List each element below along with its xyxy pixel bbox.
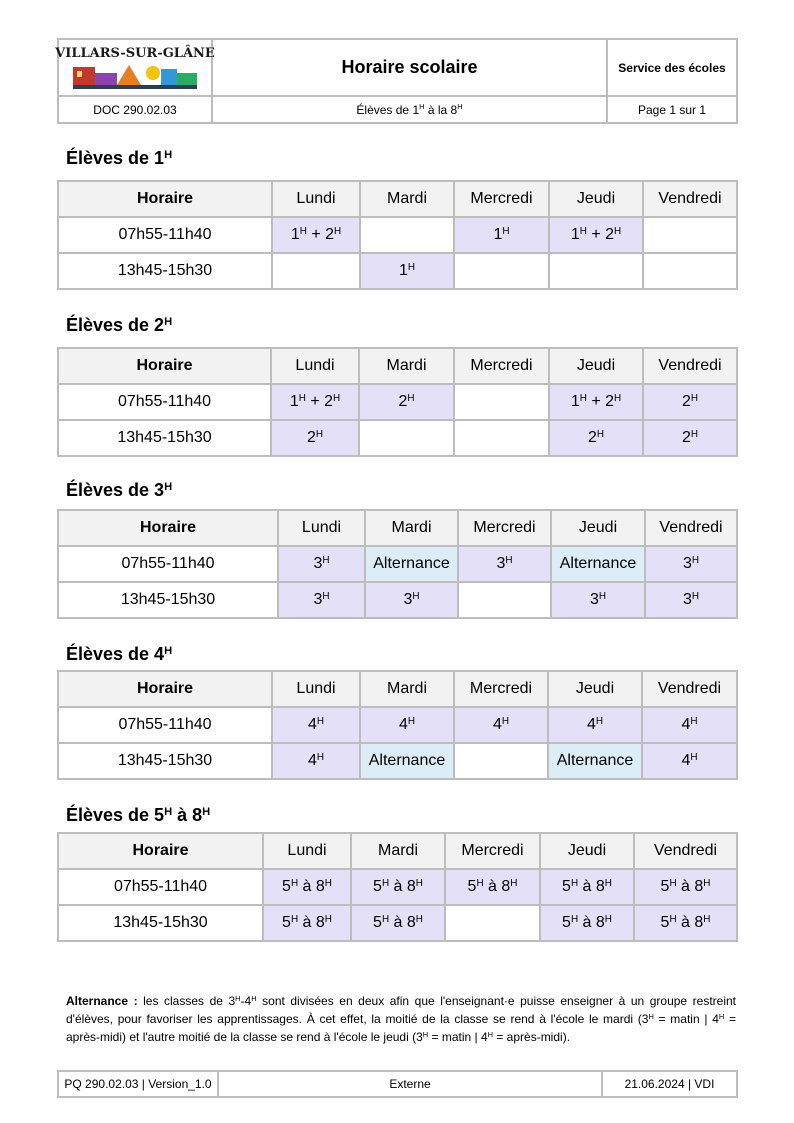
column-header-horaire: Horaire xyxy=(58,181,272,217)
document-footer xyxy=(57,1070,738,1098)
schedule-cell-lundi: $1^H + 2^H$ xyxy=(272,217,360,253)
time-slot: 13h45-15h30 xyxy=(58,905,263,941)
schedule-cell-lundi: $3^H$ xyxy=(278,546,365,582)
doc-reference: DOC 290.02.03 xyxy=(58,96,212,123)
table-row xyxy=(58,582,737,618)
schedule-table-5 xyxy=(57,832,738,942)
schedule-cell-mercredi xyxy=(454,420,549,456)
column-header-jeudi: Jeudi xyxy=(540,833,634,869)
table-header-row xyxy=(58,671,737,707)
table-header-row xyxy=(58,348,737,384)
schedule-cell-mercredi: $1^H$ xyxy=(454,217,549,253)
column-header-lundi: Lundi xyxy=(263,833,351,869)
time-slot: 07h55-11h40 xyxy=(58,869,263,905)
schedule-cell-mardi: $2^H$ xyxy=(359,384,454,420)
schedule-cell-vendredi xyxy=(643,217,737,253)
time-slot: 13h45-15h30 xyxy=(58,420,271,456)
schedule-cell-vendredi: $2^H$ xyxy=(643,384,737,420)
note-text: les classes de $3^H-4^H$ sont divisées en deux afin que l'enseignant·e puisse enseigner à un groupe restreint d'élèves, pour favoriser les apprentissages. À cet effet, la moitié de la classe se rend à l'école le mardi ($3^H$ = matin | $4^H$ = après-midi) et l'autre moitié de la classe se rend à l'école le jeudi ($3^H$ = matin | $4^H$ = après-midi). xyxy=(66,993,737,1044)
alternance-note xyxy=(66,993,736,1047)
schedule-cell-lundi: $3^H$ xyxy=(278,582,365,618)
schedule-cell-jeudi: Alternance xyxy=(551,546,645,582)
column-header-mardi: Mardi xyxy=(360,181,454,217)
schedule-cell-lundi: $1^H + 2^H$ xyxy=(271,384,359,420)
table-header-row xyxy=(58,510,737,546)
column-header-horaire: Horaire xyxy=(58,833,263,869)
schedule-cell-mercredi xyxy=(445,905,540,941)
document-header xyxy=(57,38,738,124)
schedule-cell-vendredi: $5^H$ à $8^H$ xyxy=(634,905,737,941)
table-row xyxy=(58,905,737,941)
schedule-cell-jeudi: $1^H + 2^H$ xyxy=(549,384,643,420)
schedule-cell-jeudi: $5^H$ à $8^H$ xyxy=(540,869,634,905)
table-header-row xyxy=(58,833,737,869)
section-title-2: Élèves de $2^H$ xyxy=(66,315,173,335)
section-title-3: Élèves de $3^H$ xyxy=(66,480,173,500)
column-header-horaire: Horaire xyxy=(58,348,271,384)
column-header-vendredi: Vendredi xyxy=(634,833,737,869)
table-row xyxy=(58,869,737,905)
column-header-mercredi: Mercredi xyxy=(454,181,549,217)
column-header-mardi: Mardi xyxy=(351,833,445,869)
schedule-cell-mercredi: $4^H$ xyxy=(454,707,548,743)
table-header-row xyxy=(58,181,737,217)
column-header-vendredi: Vendredi xyxy=(645,510,737,546)
schedule-cell-vendredi xyxy=(643,253,737,289)
column-header-mercredi: Mercredi xyxy=(445,833,540,869)
column-header-jeudi: Jeudi xyxy=(549,181,643,217)
schedule-cell-mercredi: $5^H$ à $8^H$ xyxy=(445,869,540,905)
schedule-cell-vendredi: $4^H$ xyxy=(642,707,737,743)
schedule-cell-jeudi: $4^H$ xyxy=(548,707,642,743)
schedule-cell-jeudi: $1^H + 2^H$ xyxy=(549,217,643,253)
schedule-cell-lundi xyxy=(272,253,360,289)
column-header-lundi: Lundi xyxy=(272,671,360,707)
schedule-cell-jeudi: $3^H$ xyxy=(551,582,645,618)
column-header-lundi: Lundi xyxy=(278,510,365,546)
schedule-table-3 xyxy=(57,509,738,619)
column-header-mercredi: Mercredi xyxy=(454,671,548,707)
table-row xyxy=(58,707,737,743)
document-subtitle: Élèves de $1^H$ à la $8^H$ xyxy=(212,96,607,123)
schedule-cell-vendredi: $4^H$ xyxy=(642,743,737,779)
schedule-cell-lundi: $4^H$ xyxy=(272,743,360,779)
service-name: Service des écoles xyxy=(607,39,737,96)
section-title-1: Élèves de $1^H$ xyxy=(66,148,173,168)
schedule-cell-mardi xyxy=(360,217,454,253)
schedule-cell-mardi: Alternance xyxy=(360,743,454,779)
column-header-vendredi: Vendredi xyxy=(643,181,737,217)
footer-classification: Externe xyxy=(218,1071,602,1097)
schedule-cell-lundi: $4^H$ xyxy=(272,707,360,743)
column-header-lundi: Lundi xyxy=(272,181,360,217)
schedule-cell-mardi: $4^H$ xyxy=(360,707,454,743)
schedule-cell-lundi: $5^H$ à $8^H$ xyxy=(263,869,351,905)
schedule-cell-jeudi: Alternance xyxy=(548,743,642,779)
schedule-cell-jeudi: $2^H$ xyxy=(549,420,643,456)
schedule-cell-vendredi: $3^H$ xyxy=(645,582,737,618)
schedule-cell-mardi: $3^H$ xyxy=(365,582,458,618)
time-slot: 07h55-11h40 xyxy=(58,384,271,420)
schedule-cell-mardi: Alternance xyxy=(365,546,458,582)
footer-date: 21.06.2024 | VDI xyxy=(602,1071,737,1097)
table-row xyxy=(58,217,737,253)
schedule-cell-mercredi xyxy=(454,253,549,289)
column-header-vendredi: Vendredi xyxy=(642,671,737,707)
time-slot: 13h45-15h30 xyxy=(58,743,272,779)
schedule-cell-mercredi xyxy=(458,582,551,618)
time-slot: 13h45-15h30 xyxy=(58,582,278,618)
table-row xyxy=(58,420,737,456)
schedule-cell-jeudi xyxy=(549,253,643,289)
schedule-cell-jeudi: $5^H$ à $8^H$ xyxy=(540,905,634,941)
column-header-jeudi: Jeudi xyxy=(548,671,642,707)
section-title-4: Élèves de $4^H$ xyxy=(66,644,173,664)
villars-sur-glane-logo xyxy=(55,43,215,93)
column-header-horaire: Horaire xyxy=(58,510,278,546)
column-header-jeudi: Jeudi xyxy=(549,348,643,384)
column-header-mardi: Mardi xyxy=(365,510,458,546)
table-row xyxy=(58,546,737,582)
schedule-cell-mardi xyxy=(359,420,454,456)
column-header-mercredi: Mercredi xyxy=(458,510,551,546)
logo-text: VILLARS-SUR-GLÂNE xyxy=(55,45,215,61)
column-header-lundi: Lundi xyxy=(271,348,359,384)
page-number: Page 1 sur 1 xyxy=(607,96,737,123)
schedule-cell-mercredi xyxy=(454,384,549,420)
schedule-cell-lundi: $2^H$ xyxy=(271,420,359,456)
time-slot: 13h45-15h30 xyxy=(58,253,272,289)
schedule-cell-vendredi: $2^H$ xyxy=(643,420,737,456)
schedule-cell-mercredi: $3^H$ xyxy=(458,546,551,582)
table-row xyxy=(58,384,737,420)
document-title: Horaire scolaire xyxy=(212,39,607,96)
note-label: Alternance : xyxy=(66,994,138,1008)
schedule-cell-mardi: $1^H$ xyxy=(360,253,454,289)
section-title-5: Élèves de $5^H$ à $8^H$ xyxy=(66,805,211,825)
schedule-cell-vendredi: $3^H$ xyxy=(645,546,737,582)
schedule-cell-mardi: $5^H$ à $8^H$ xyxy=(351,905,445,941)
schedule-table-4 xyxy=(57,670,738,780)
time-slot: 07h55-11h40 xyxy=(58,217,272,253)
schedule-cell-vendredi: $5^H$ à $8^H$ xyxy=(634,869,737,905)
column-header-jeudi: Jeudi xyxy=(551,510,645,546)
column-header-mardi: Mardi xyxy=(360,671,454,707)
logo-cell xyxy=(55,39,215,96)
schedule-table-2 xyxy=(57,347,738,457)
time-slot: 07h55-11h40 xyxy=(58,707,272,743)
column-header-horaire: Horaire xyxy=(58,671,272,707)
table-row xyxy=(58,743,737,779)
schedule-cell-lundi: $5^H$ à $8^H$ xyxy=(263,905,351,941)
schedule-table-1 xyxy=(57,180,738,290)
time-slot: 07h55-11h40 xyxy=(58,546,278,582)
column-header-vendredi: Vendredi xyxy=(643,348,737,384)
schedule-cell-mercredi xyxy=(454,743,548,779)
schedule-cell-mardi: $5^H$ à $8^H$ xyxy=(351,869,445,905)
column-header-mercredi: Mercredi xyxy=(454,348,549,384)
footer-reference: PQ 290.02.03 | Version_1.0 xyxy=(58,1071,218,1097)
table-row xyxy=(58,253,737,289)
column-header-mardi: Mardi xyxy=(359,348,454,384)
